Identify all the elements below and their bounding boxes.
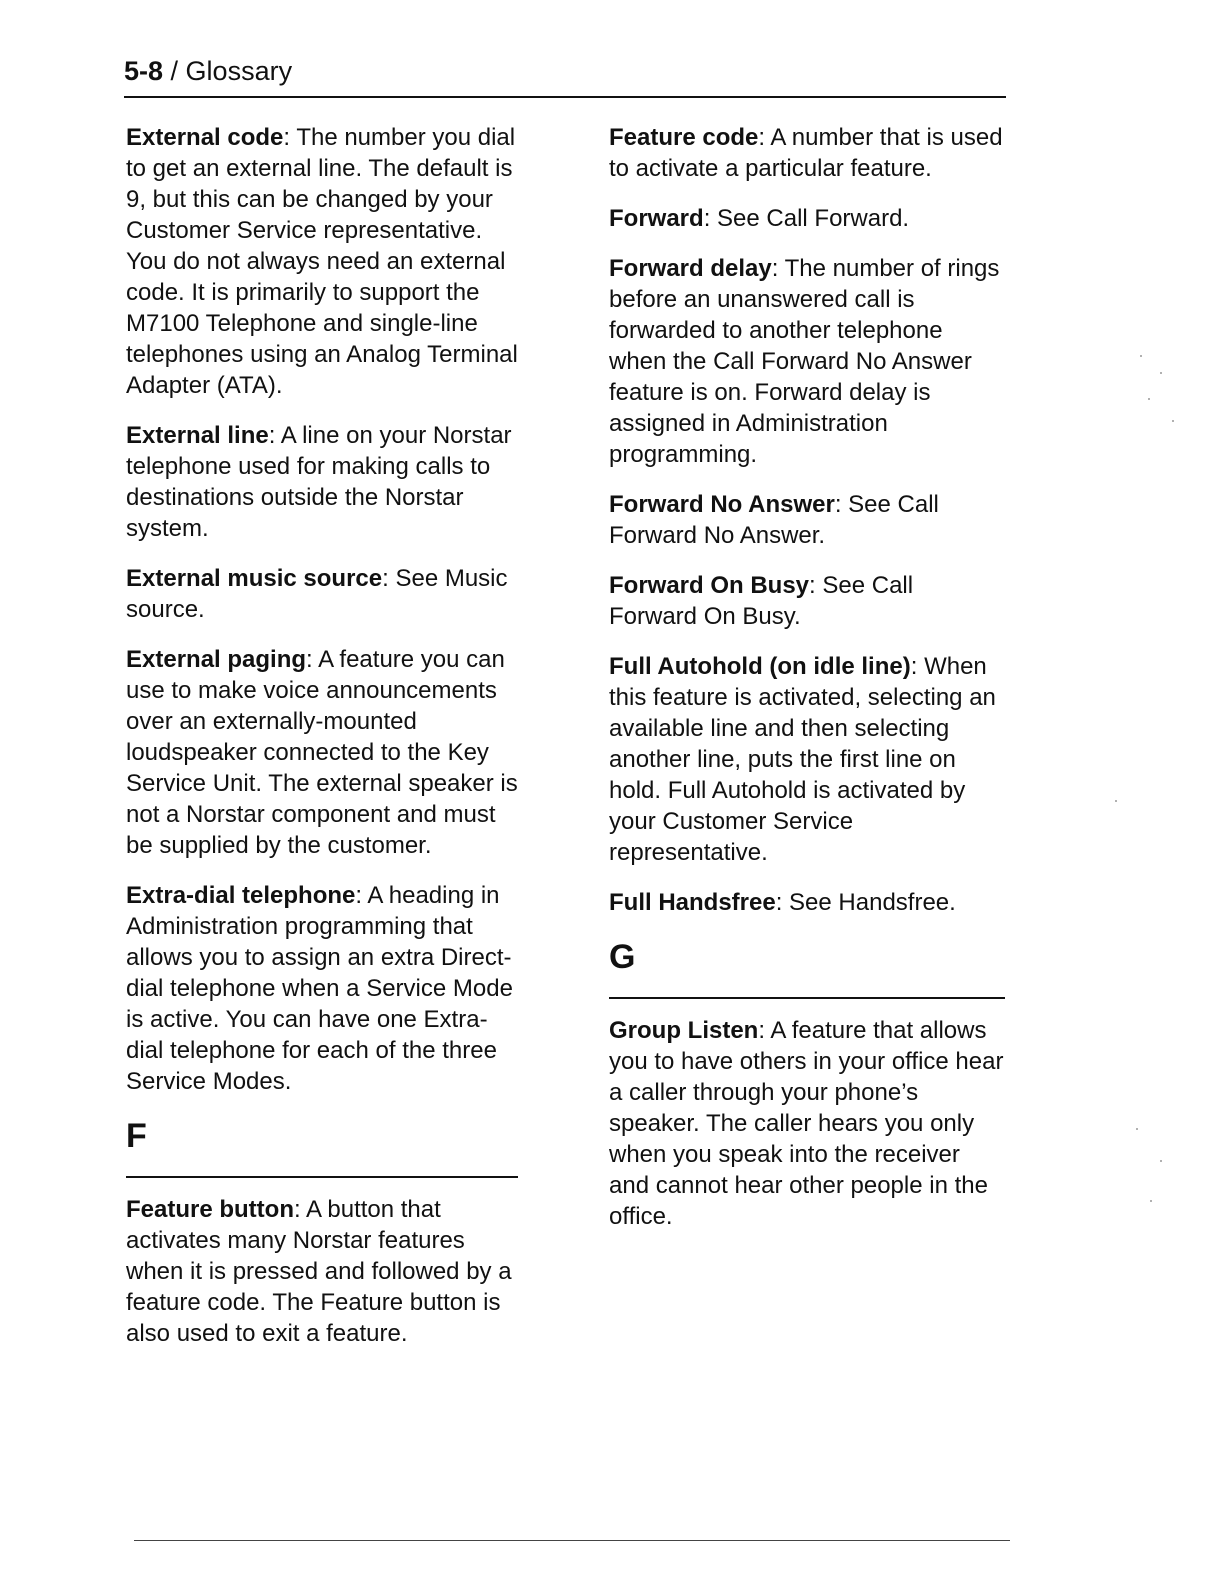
entry-term: Forward No Answer (609, 491, 835, 518)
scan-speck (1150, 1200, 1152, 1202)
scan-speck (1160, 1160, 1162, 1162)
scan-speck (1140, 355, 1142, 357)
entry-term: External line (126, 422, 269, 449)
glossary-entry: Forward delay: The number of rings before an unanswered call is forwarded to another telephone when the Call Forward No Answer feature is on. Forward delay is assigned in Administration programming. (609, 255, 1000, 468)
header-separator: / (163, 56, 186, 86)
entry-term: External music source (126, 565, 383, 592)
glossary-entry: Full Handsfree: See Handsfree. (609, 889, 956, 916)
entry-term: Full Handsfree (609, 889, 776, 916)
entry-definition: A line on your Norstar telephone used for making calls to destinations outside the Norstar system. (126, 422, 512, 542)
entry-definition: A feature you can use to make voice announcements over an externally-mounted loudspeaker connected to the Key Service Unit. The external speaker is not a Norstar component and must be supplied by the customer. (126, 646, 518, 859)
section-letter-heading: G (609, 937, 1005, 999)
entry-definition: See Call Forward No Answer. (609, 491, 939, 549)
glossary-entry: Feature code: A number that is used to activate a particular feature. (609, 124, 1003, 182)
entry-definition: See Call Forward On Busy. (609, 572, 914, 630)
glossary-entry: Feature button: A button that activates many Norstar features when it is pressed and followed by a feature code. The Feature button is also used to exit a feature. (126, 1196, 512, 1347)
scan-speck (1136, 1128, 1138, 1130)
entry-term: Forward (609, 205, 704, 232)
entry-term: External paging (126, 646, 307, 673)
entry-term: External code (126, 124, 284, 151)
glossary-entry: External music source: See Music source. (126, 565, 508, 623)
entry-definition: A heading in Administration programming that allows you to assign an extra Direct-dial telephone when a Service Mode is active. You can have one Extra-dial telephone for each of the three Service Modes. (126, 882, 513, 1095)
entry-term: Forward delay (609, 255, 772, 282)
glossary-entry: External code: The number you dial to get an external line. The default is 9, but this can be changed by your Customer Service representative. You do not always need an external code. It is primarily to support the M7100 Telephone and single-line telephones using an Analog Terminal Adapter (ATA). (126, 124, 518, 399)
section-g (609, 937, 1005, 999)
glossary-entry: Extra-dial telephone: A heading in Administration programming that allows you to assign an extra Direct-dial telephone when a Service Mode is active. You can have one Extra-dial telephone for each of the three Service Modes. (126, 882, 513, 1095)
entry-definition: See Handsfree. (789, 889, 956, 916)
section-f (126, 1116, 518, 1178)
entry-term: Group Listen (609, 1017, 759, 1044)
left-column (126, 122, 518, 1368)
right-column (609, 122, 1005, 1251)
scan-speck (1148, 398, 1150, 400)
glossary-entry: External paging: A feature you can use to make voice announcements over an externally-mounted loudspeaker connected to the Key Service Unit. The external speaker is not a Norstar component and must be supplied by the customer. (126, 646, 518, 859)
glossary-entry: Forward: See Call Forward. (609, 205, 910, 232)
scan-speck (1172, 420, 1174, 422)
entry-definition: When this feature is activated, selecting an available line and then selecting another line, puts the first line on hold. Full Autohold is activated by your Customer Service representative. (609, 653, 996, 866)
header-title: Glossary (185, 56, 293, 86)
page-header (124, 52, 1006, 98)
glossary-entry: Group Listen: A feature that allows you to have others in your office hear a caller through your phone’s speaker. The caller hears you only when you speak into the receiver and cannot hear other people in the office. (609, 1017, 1004, 1230)
entry-term: Feature button (126, 1196, 294, 1223)
entry-term: Feature code (609, 124, 759, 151)
entry-definition: See Call Forward. (717, 205, 910, 232)
page-number: 5-8 (124, 56, 164, 86)
entry-definition: A number that is used to activate a particular feature. (609, 124, 1003, 182)
entry-definition: The number of rings before an unanswered call is forwarded to another telephone when the Call Forward No Answer feature is on. Forward delay is assigned in Administration programming. (609, 255, 1000, 468)
entry-term: Full Autohold (on idle line) (609, 653, 911, 680)
entry-definition: A button that activates many Norstar features when it is pressed and followed by a feature code. The Feature button is also used to exit a feature. (126, 1196, 512, 1347)
scan-speck (1160, 372, 1162, 374)
entry-definition: A feature that allows you to have others in your office hear a caller through your phone’s speaker. The caller hears you only when you speak into the receiver and cannot hear other people in the office. (609, 1017, 1004, 1230)
glossary-entry: Forward No Answer: See Call Forward No Answer. (609, 491, 939, 549)
scan-speck (1115, 800, 1117, 802)
glossary-entry: External line: A line on your Norstar telephone used for making calls to destinations outside the Norstar system. (126, 422, 512, 542)
glossary-entry: Forward On Busy: See Call Forward On Busy. (609, 572, 914, 630)
entry-term: Forward On Busy (609, 572, 810, 599)
section-letter-heading: F (126, 1116, 518, 1178)
glossary-entry: Full Autohold (on idle line): When this feature is activated, selecting an available line and then selecting another line, puts the first line on hold. Full Autohold is activated by your Customer Service representative. (609, 653, 996, 866)
entry-definition: See Music source. (126, 565, 508, 623)
header-text (124, 54, 292, 88)
entry-definition: The number you dial to get an external line. The default is 9, but this can be changed by your Customer Service representative. You do not always need an external code. It is primarily to support the M7100 Telephone and single-line telephones using an Analog Terminal Adapter (ATA). (126, 124, 518, 399)
footer-rule (134, 1540, 1010, 1541)
entry-term: Extra-dial telephone (126, 882, 356, 909)
